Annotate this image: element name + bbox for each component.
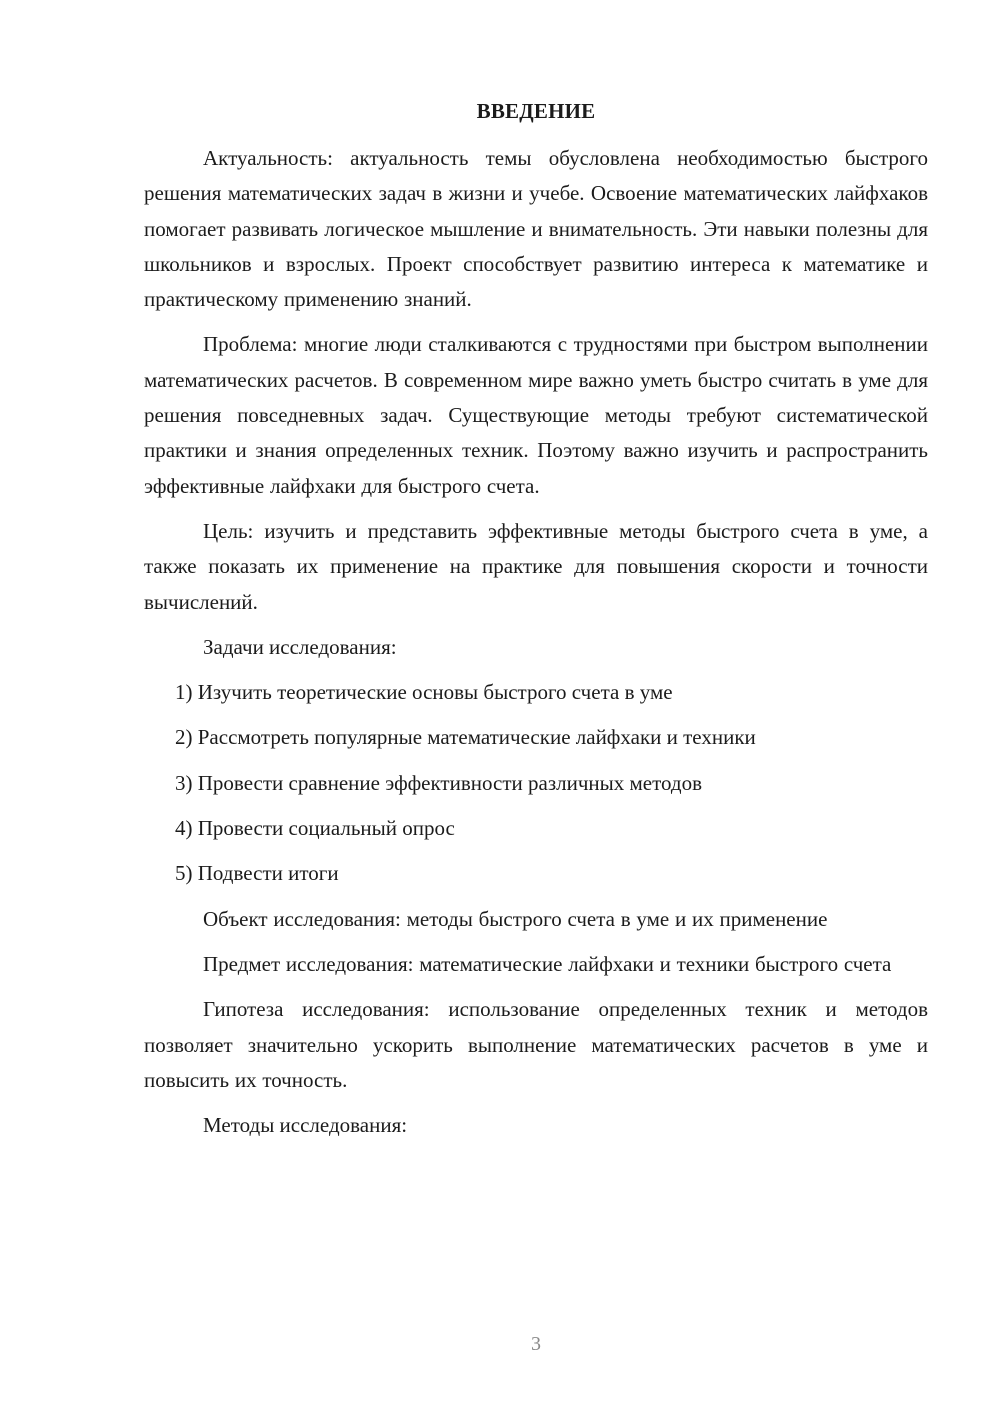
subject-paragraph: Предмет исследования: математические лайфхаки и техники быстрого счета — [203, 951, 892, 976]
task-item-3: 3) Провести сравнение эффективности различных методов — [175, 770, 702, 795]
task-item-1: 1) Изучить теоретические основы быстрого счета в уме — [175, 680, 673, 705]
task-item-5: 5) Подвести итоги — [175, 861, 339, 886]
page-content — [144, 94, 928, 1153]
page-title: ВВЕДЕНИЕ — [476, 99, 596, 123]
object-paragraph: Объект исследования: методы быстрого счета в уме и их применение — [203, 906, 828, 931]
goal-paragraph: Цель: изучить и представить эффективные методы быстрого счета в уме, а также показать их применение на практике для повышения скорости и точности вычислений. — [144, 518, 928, 614]
problem-paragraph: Проблема: многие люди сталкиваются с трудностями при быстром выполнении математических расчетов. В современном мире важно уметь быстро считать в уме для решения повседневных задач. Существующие методы требуют систематической практики и знания определенных техник. Поэтому важно изучить и распространить эффективные лайфхаки для быстрого счета. — [144, 332, 928, 498]
page-number: 3 — [531, 1333, 541, 1355]
methods-heading: Методы исследования: — [203, 1113, 408, 1138]
tasks-heading: Задачи исследования: — [203, 634, 397, 659]
task-item-4: 4) Провести социальный опрос — [175, 816, 455, 841]
relevance-paragraph: Актуальность: актуальность темы обусловлена необходимостью быстрого решения математических задач в жизни и учебе. Освоение математических лайфхаков помогает развивать логическое мышление и внимательность. Эти навыки полезны для школьников и взрослых. Проект способствует развитию интереса к математике и практическому применению знаний. — [144, 146, 928, 312]
task-item-2: 2) Рассмотреть популярные математические лайфхаки и техники — [175, 725, 756, 750]
tasks-list — [144, 675, 928, 891]
hypothesis-paragraph: Гипотеза исследования: использование определенных техник и методов позволяет значительно ускорить выполнение математических расчетов в уме и повысить их точность. — [144, 997, 928, 1092]
